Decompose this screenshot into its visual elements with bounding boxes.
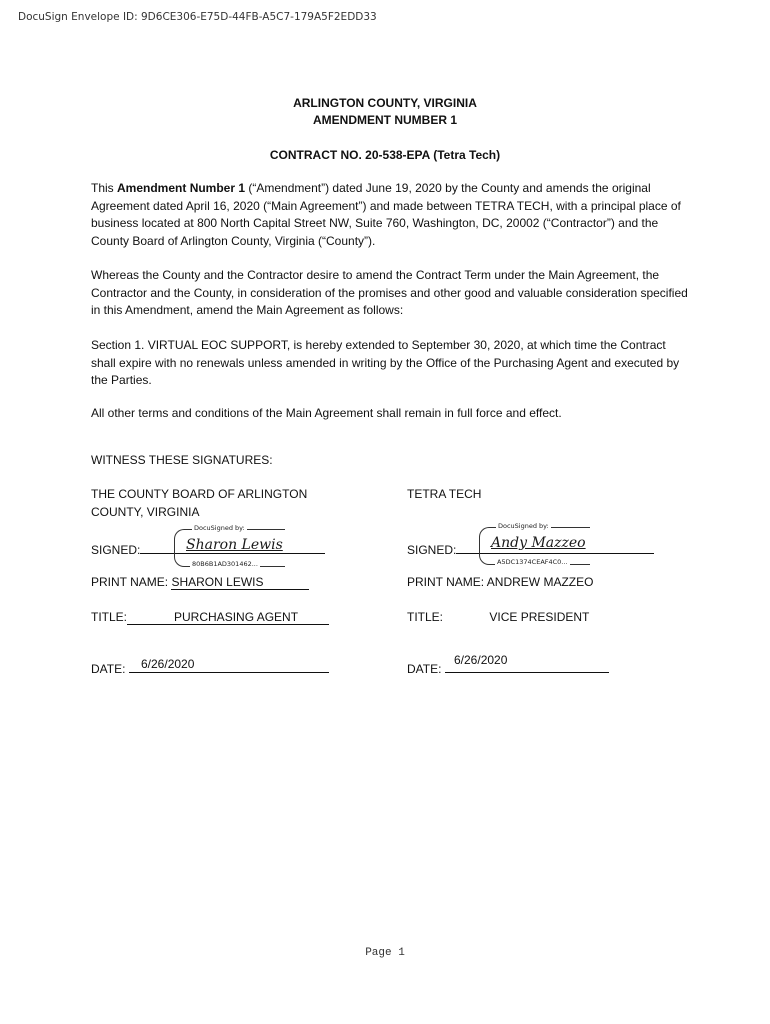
tetra-print-name: ANDREW MAZZEO bbox=[486, 575, 594, 589]
amendment-heading: AMENDMENT NUMBER 1 bbox=[313, 113, 457, 127]
county-title-row bbox=[91, 610, 329, 625]
county-date-label: DATE: bbox=[91, 662, 126, 676]
county-date-row bbox=[91, 659, 329, 676]
tetra-signed-label: SIGNED: bbox=[407, 543, 457, 557]
tetra-docusigned-by-label: DocuSigned by: bbox=[498, 522, 549, 530]
witness-heading: WITNESS THESE SIGNATURES: bbox=[91, 453, 273, 467]
county-heading: ARLINGTON COUNTY, VIRGINIA bbox=[293, 96, 477, 110]
tetra-print-name-label: PRINT NAME: bbox=[407, 575, 485, 589]
tetra-title: VICE PRESIDENT bbox=[489, 610, 590, 624]
intro-rest: (“Amendment”) dated June 19, 2020 by the County and amends the original Agreement dated April 16, 2020 (“Main Agreement”) and made between TETRA TECH, with a principal place of business located at 800 North Capital Street NW, Suite 760, Washington, DC, 20002 (“Contractor”) and the County Board of Arlington County, Virginia (“County”). bbox=[91, 181, 681, 248]
tetra-party: TETRA TECH bbox=[407, 487, 482, 501]
tetra-signature: Andy Mazzeo bbox=[491, 535, 586, 551]
county-title: PURCHASING AGENT bbox=[127, 610, 329, 625]
county-print-name-row bbox=[91, 575, 309, 590]
tetra-signature-id: A5DC1374CEAF4C0... bbox=[497, 558, 568, 566]
section-1-paragraph: Section 1. VIRTUAL EOC SUPPORT, is hereby extended to September 30, 2020, at which time the Contract shall expire with no renewals unless amended in writing by the Office of the Purchasing Agent and executed by the Parties. bbox=[91, 338, 680, 387]
county-print-name-label: PRINT NAME: bbox=[91, 575, 169, 589]
page-number: Page 1 bbox=[365, 947, 405, 959]
tetra-title-row bbox=[407, 610, 589, 624]
tetra-date-row bbox=[407, 659, 609, 676]
county-signed-label: SIGNED: bbox=[91, 543, 141, 557]
county-party-line1: THE COUNTY BOARD OF ARLINGTON bbox=[91, 487, 308, 501]
county-title-label: TITLE: bbox=[91, 610, 128, 624]
other-terms-paragraph: All other terms and conditions of the Main Agreement shall remain in full force and effect. bbox=[91, 406, 562, 420]
amendment-number-bold: Amendment Number 1 bbox=[117, 181, 246, 195]
tetra-date: 6/26/2020 bbox=[454, 653, 508, 667]
county-signature-id: 80B6B1AD301462... bbox=[192, 560, 258, 568]
whereas-paragraph: Whereas the County and the Contractor desire to amend the Contract Term under the Main Agreement, the Contractor and the County, in consideration of the promises and other good and valuable consideration specified in this Amendment, amend the Main Agreement as follows: bbox=[91, 268, 688, 317]
tetra-print-name-row bbox=[407, 575, 593, 589]
tetra-date-label: DATE: bbox=[407, 662, 442, 676]
county-signature: Sharon Lewis bbox=[186, 537, 283, 553]
county-date: 6/26/2020 bbox=[141, 657, 195, 671]
tetra-title-label: TITLE: bbox=[407, 610, 444, 624]
docusign-envelope-id: DocuSign Envelope ID: 9D6CE306-E75D-44FB-A5C7-179A5F2EDD33 bbox=[18, 11, 377, 23]
contract-heading: CONTRACT NO. 20-538-EPA (Tetra Tech) bbox=[269, 148, 501, 162]
amendment-intro-paragraph bbox=[91, 180, 691, 250]
county-party-line2: COUNTY, VIRGINIA bbox=[91, 505, 200, 519]
county-print-name: SHARON LEWIS bbox=[171, 575, 309, 590]
county-docusigned-by-label: DocuSigned by: bbox=[194, 524, 245, 532]
intro-prefix: This bbox=[91, 181, 118, 195]
